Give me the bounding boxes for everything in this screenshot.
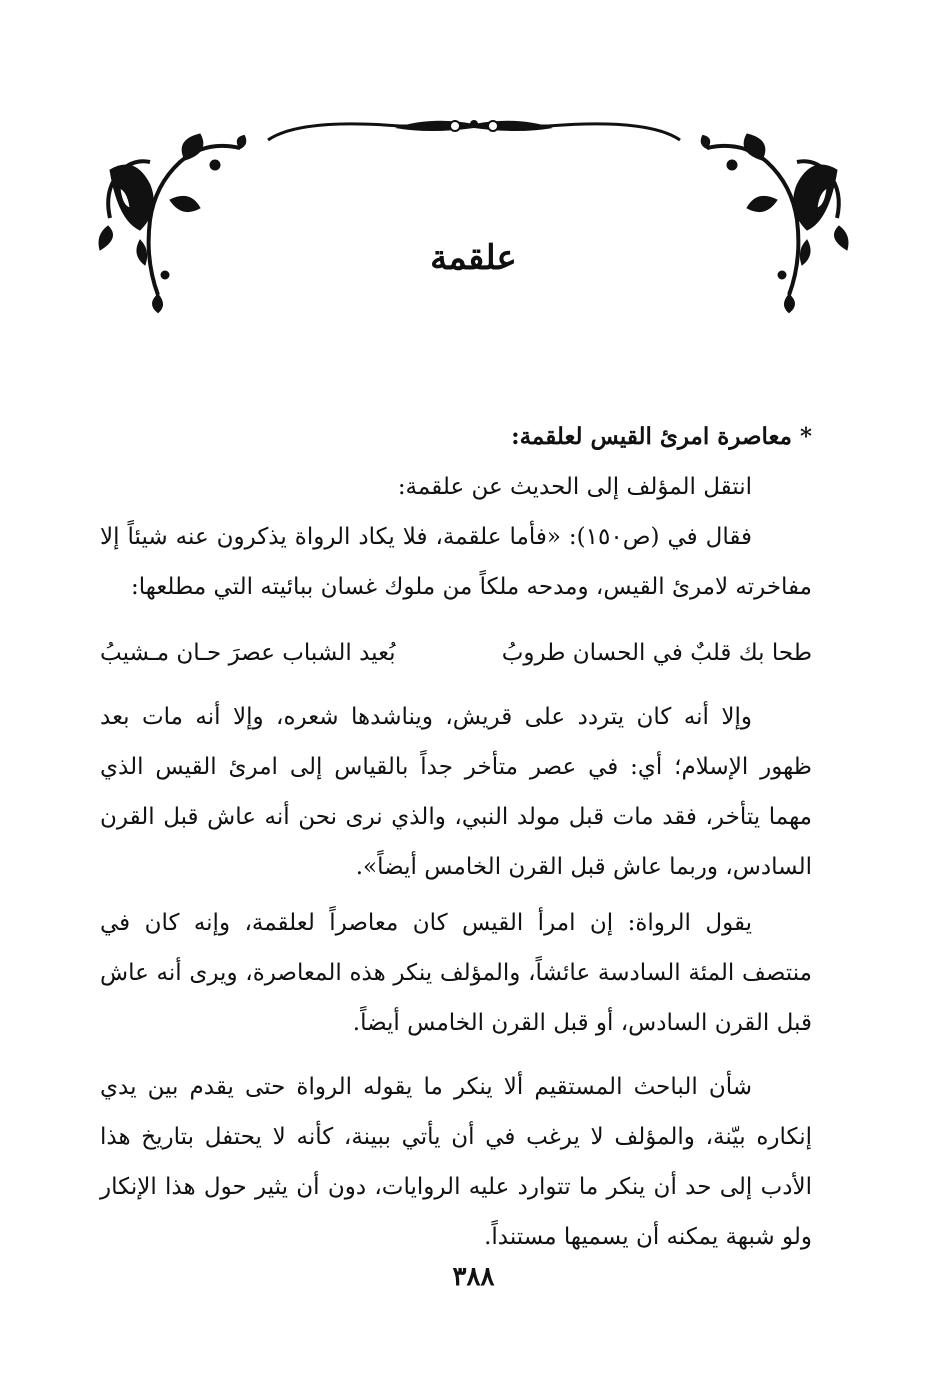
verse-second-hemistich: بُعيد الشباب عصرَ حـان مـشيبُ [100,640,396,666]
paragraph-researcher: شأن الباحث المستقيم ألا ينكر ما يقوله الرواة حتى يقدم بين يدي إنكاره بيّنة، والمؤلف لا يرغب في أن يأتي ببينة، كأنه لا يحتفل بتاريخ هذا الأدب إلى حد أن ينكر ما تتوارد عليه الروايات، دون أن يثير حول هذا الإنكار ولو شبهة يمكنه أن يسميها مستنداً. [100,1074,812,1250]
paragraph-quote-start: فقال في (ص١٥٠): «فأما علقمة، فلا يكاد الرواة يذكرون عنه شيئاً إلا مفاخرته لامرئ القيس، ومدحه ملكاً من ملوك غسان ببائيته التي مطلعها: [100,524,812,600]
paragraph-narrators: يقول الرواة: إن امرأ القيس كان معاصراً لعلقمة، وإنه كان في منتصف المئة السادسة عائشاً، والمؤلف ينكر هذه المعاصرة، ويرى أنه عاش قبل القرن السادس، أو قبل القرن الخامس أيضاً. [100,910,812,1036]
page-number: ٣٨٨ [452,1262,495,1292]
chapter-title: علقمة [430,238,517,278]
paragraph-quote-end: وإلا أنه كان يتردد على قريش، ويناشدها شعره، وإلا أنه مات بعد ظهور الإسلام؛ أي: في عصر متأخر جداً بالقياس إلى امرئ القيس الذي مهما يتأخر، فقد مات قبل مولد النبي، والذي نرى نحن أنه عاش قبل القرن السادس، وربما عاش قبل القرن الخامس أيضاً». [100,704,812,880]
verse-first-hemistich: طحا بك قلبٌ في الحسان طروبُ [501,640,812,666]
poetry-verse [100,628,812,678]
paragraph-intro: انتقل المؤلف إلى الحديث عن علقمة: [397,474,752,500]
section-heading: * معاصرة امرئ القيس لعلقمة: [511,423,812,450]
page-body [100,412,812,1262]
floral-frame-ornament-icon [0,90,947,320]
